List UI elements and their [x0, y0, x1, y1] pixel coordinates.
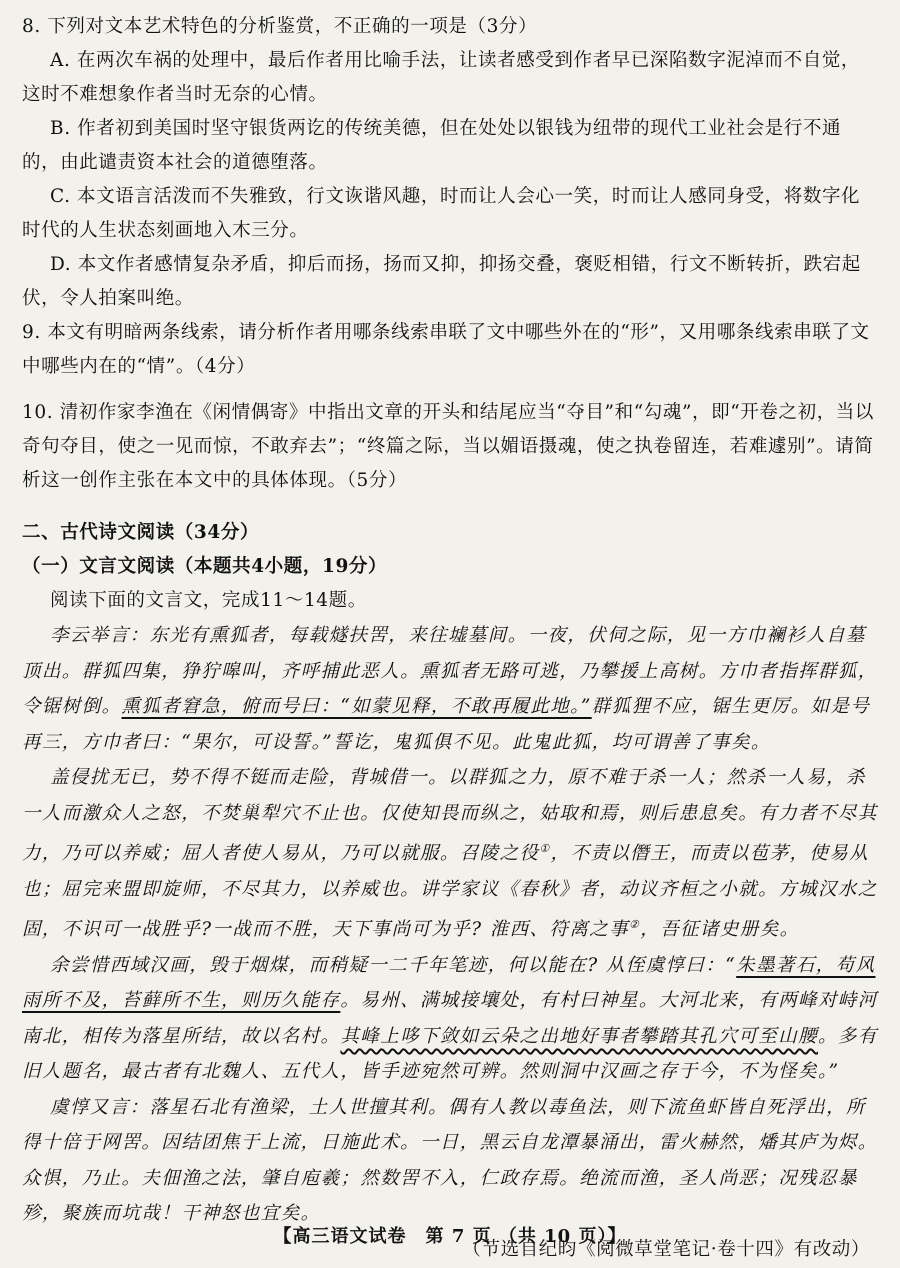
section-2-title: 二、古代诗文阅读（34分）	[22, 522, 260, 543]
section-2-instruction: 阅读下面的文言文，完成11～14题。	[50, 590, 367, 611]
page-footer: 【高三语文试卷 第 7 页 （共 10 页）】	[273, 1226, 627, 1247]
question-8-option-a: A. 在两次车祸的处理中，最后作者用比喻手法，让读者感受到作者早已深陷数字泥淖而不自觉，这时不难想象作者当时无奈的心情。	[22, 50, 861, 105]
question-10: 10. 清初作家李渔在《闲情偶寄》中指出文章的开头和结尾应当“夺目”和“勾魂”，即“开卷之初，当以奇句夺目，使之一见而惊，不敢弃去”；“终篇之际，当以媚语摄魂，使之执卷留连，若难遽别”。请简析这一创作主张在本文中的具体体现。（5分）	[22, 402, 874, 491]
section-2-subtitle: （一）文言文阅读（本题共4小题，19分）	[22, 556, 388, 577]
question-8-stem: 8. 下列对文本艺术特色的分析鉴赏，不正确的一项是（3分）	[22, 16, 538, 37]
footnote-marker-2: ②	[629, 918, 641, 932]
passage-paragraph-3: 余尝惜西域汉画，毁于烟煤，而稍疑一二千年笔迹，何以能在? 从侄虞惇曰：“朱墨著石，苟风雨所不及，苔藓所不生，则历久能存。易州、满城接壤处，有村曰神星。大河北来，有两峰对峙河南北，相传为落星所结，故以名村。其峰上哆下敛如云朵之出地好事者攀踏其孔穴可至山腰。多有旧人题名，最古者有北魏人、五代人，皆手迹宛然可辨。然则洞中汉画之存于今，不为怪矣。”	[22, 954, 878, 1083]
passage-paragraph-1: 李云举言：东光有熏狐者，每载燧扶罟，来往墟墓间。一夜，伏伺之际，见一方巾襕衫人自墓顶出。群狐四集，狰狞嗥叫，齐呼捕此恶人。熏狐者无路可逃，乃攀援上高树。方巾者指挥群狐，令锯树倒。熏狐者窘急，俯而号曰：“如蒙见释，不敢再履此地。”群狐狸不应，锯生更厉。如是号再三，方巾者曰：“果尔，可设誓。”誓讫，鬼狐俱不见。此鬼此狐，均可谓善了事矣。	[22, 625, 878, 753]
question-8-option-d: D. 本文作者感情复杂矛盾，抑后而扬，扬而又抑，抑扬交叠，褒贬相错，行文不断转折，跌宕起伏，令人拍案叫绝。	[22, 254, 861, 309]
question-9: 9. 本文有明暗两条线索，请分析作者用哪条线索串联了文中哪些外在的“形”，又用哪条线索串联了文中哪些内在的“情”。（4分）	[22, 322, 870, 377]
footnote-marker-1: ①	[539, 842, 551, 855]
wavy-underlined-sentence: 其峰上哆下敛如云朵之出地好事者攀踏其孔穴可至山腰	[340, 1025, 819, 1047]
underlined-sentence-1: 熏狐者窘急，俯而号曰：“如蒙见释，不敢再履此地。”	[121, 696, 592, 717]
underlined-sentence-2: 朱墨著石，苟风雨所不及，苔藓所不生，则历久能存	[22, 954, 876, 1012]
passage-paragraph-4: 虞惇又言：落星石北有渔梁，土人世擅其利。偶有人教以毒鱼法，则下流鱼虾皆自死浮出，所得十倍于网罟。因结团焦于上流，日施此术。一日，黑云自龙潭暴涌出，雷火赫然，燔其庐为烬。众惧，乃止。夫佃渔之法，肇自庖羲；然数罟不入，仁政存焉。绝流而渔，圣人尚恶；况残忍暴殄，聚族而坑哉！干神怒也宜矣。	[22, 1096, 878, 1225]
question-8-option-c: C. 本文语言活泼而不失雅致，行文诙谐风趣，时而让人会心一笑，时而让人感同身受，将数字化时代的人生状态刻画地入木三分。	[22, 186, 861, 241]
passage-source: （节选自纪昀《阅微草堂笔记·卷十四》有改动）	[462, 1238, 870, 1260]
question-8-option-b: B. 作者初到美国时坚守银货两讫的传统美德，但在处处以银钱为纽带的现代工业社会是行不通的，由此谴责资本社会的道德堕落。	[22, 118, 842, 173]
passage-paragraph-2: 盖侵扰无已，势不得不铤而走险，背城借一。以群狐之力，原不难于杀一人；然杀一人易，杀一人而激众人之怒，不焚巢犁穴不止也。仅使知畏而纵之，姑取和焉，则后患息矣。有力者不尽其力，乃可以养威；屈人者使人易从，乃可以就服。召陵之役①，不责以僭王，而责以苞茅，使易从也；屈完来盟即旋师，不尽其力，以养威也。讲学家议《春秋》者，动议齐桓之小就。方城汉水之固，不识可一战胜乎?一战而不胜，天下事尚可为乎? 淮西、符离之事②，吾征诸史册矣。	[22, 767, 878, 941]
